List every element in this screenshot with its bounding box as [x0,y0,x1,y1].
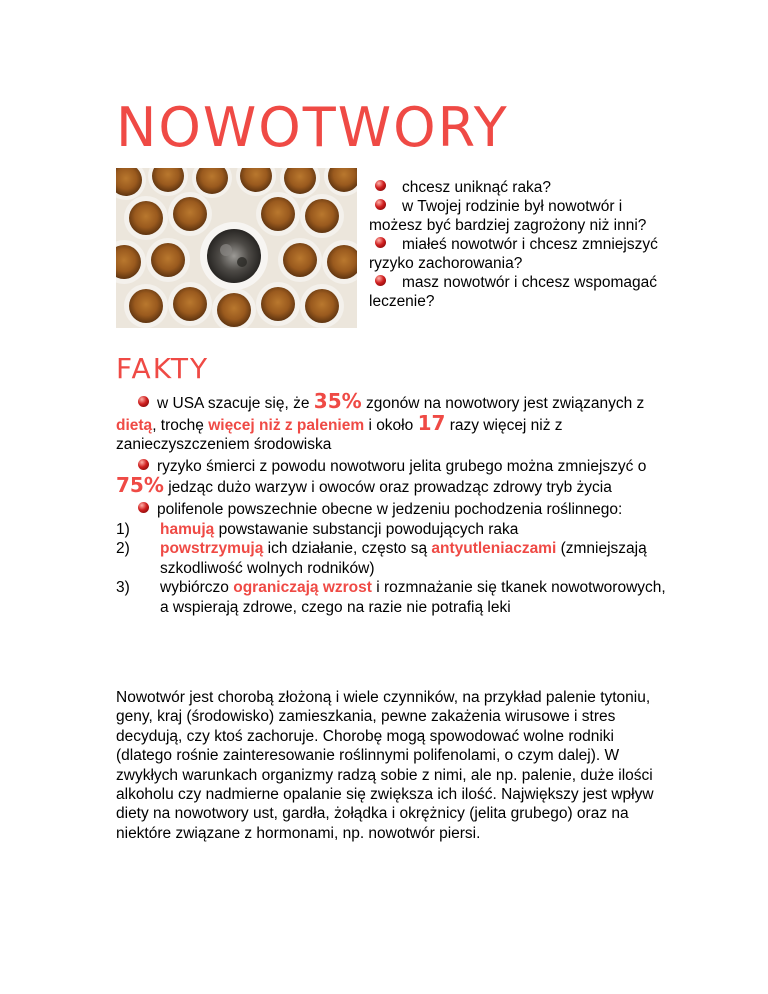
list-item: 3) wybiórczo ograniczają wzrost i rozmnażanie się tkanek nowotworowych, a wspierają zdrowe, czego na razie nie potrafią leki [116,579,666,616]
bullet-icon [138,502,149,513]
fact-item: ryzyko śmierci z powodu nowotworu jelita grubego można zmniejszyć o 75% jedząc dużo warzyw i owoców oraz prowadząc zdrowy tryb życia [116,457,647,498]
fact-item: w USA szacuje się, że 35% zgonów na nowotwory jest związanych z dietą, trochę więcej niż z paleniem i około 17 razy więcej niż z zanieczyszczeniem środowiska [116,389,645,454]
bullet-icon [375,275,386,286]
question-list [369,178,669,311]
question-item: masz nowotwór i chcesz wspomagać leczenie? [369,274,657,310]
facts-heading: FAKTY [116,352,210,385]
question-item: chcesz uniknąć raka? [369,178,669,197]
bullet-icon [375,237,386,248]
question-item: miałeś nowotwór i chcesz zmniejszyć ryzyko zachorowania? [369,236,658,272]
bullet-icon [375,180,386,191]
bullet-icon [138,396,149,407]
facts-list [116,389,676,618]
bullet-icon [138,459,149,470]
polyphenol-effects-list [116,520,676,618]
cigarettes-illustration [116,168,357,328]
body-paragraph: Nowotwór jest chorobą złożoną i wiele czynników, na przykład palenie tytoniu, geny, kraj (środowisko) zamieszkania, pewne zakażenia wirusowe i stres decydują, czy ktoś zachoruje. Chorobę mogą spowodować wolne rodniki (dlatego rośnie zainteresowanie roślinnymi polifenolami, o czym dalej). W zwykłych warunkach organizmy radzą sobie z nimi, ale np. palenie, duże ilości alkoholu czy nadmierne opalanie się zwiększa ich ilość. Największy jest wpływ diety na nowotwory ust, gardła, żołądka i okrężnicy (jelita grubego) oraz na niektóre związane z hormonami, np. nowotwór piersi. [116,689,654,842]
cigarettes-photo [116,168,357,328]
bullet-icon [375,199,386,210]
page-title: NOWOTWORY [116,96,509,159]
list-item: 1) hamują powstawanie substancji powodujących raka [116,520,519,538]
fact-item: polifenole powszechnie obecne w jedzeniu pochodzenia roślinnego: [116,500,676,520]
question-item: w Twojej rodzinie był nowotwór i możesz być bardziej zagrożony niż inni? [369,198,647,234]
list-item: 2) powstrzymują ich działanie, często są antyutleniaczami (zmniejszają szkodliwość wolnych rodników) [116,540,647,577]
